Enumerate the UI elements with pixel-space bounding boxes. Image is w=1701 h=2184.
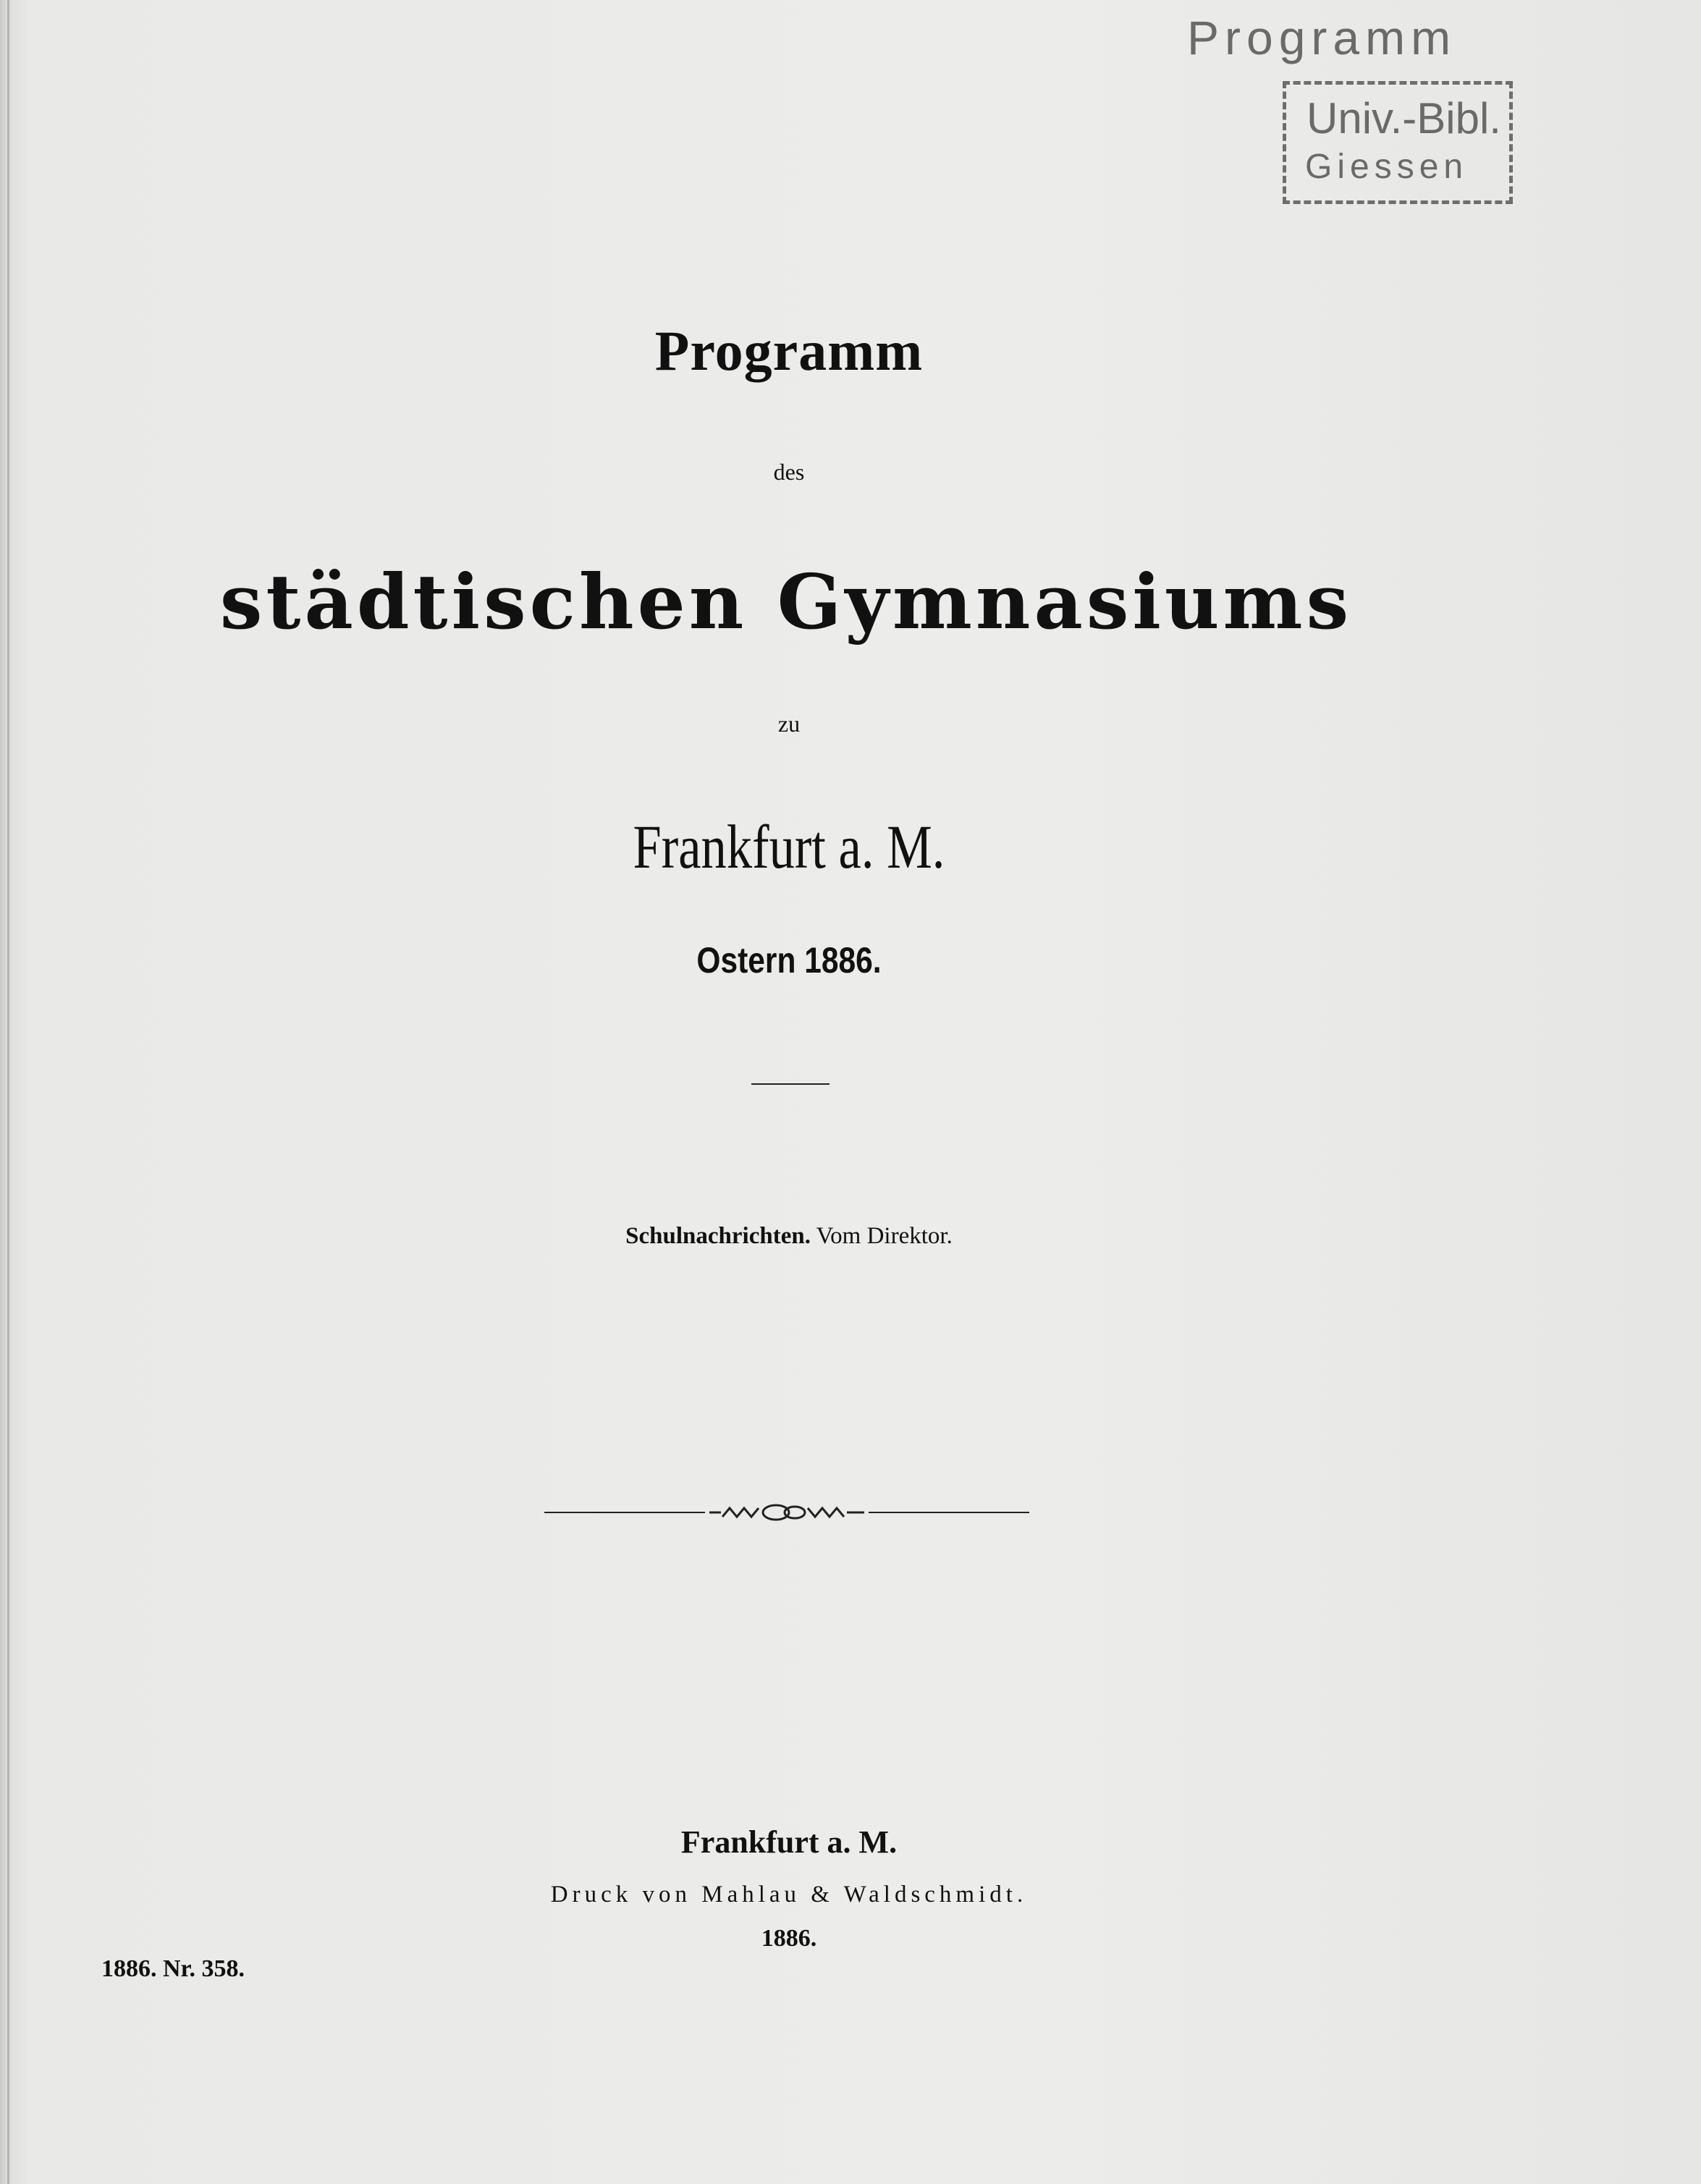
title-city: Frankfurt a. M. <box>633 812 945 881</box>
stamp-library: Univ.-Bibl. <box>1307 94 1501 143</box>
contents-item-rest: Vom Direktor. <box>816 1223 953 1249</box>
title-programm: Programm <box>654 319 924 382</box>
imprint-printer: Druck von Mahlau & Waldschmidt. <box>550 1882 1028 1908</box>
contents-item-bold: Schulnachrichten. <box>625 1223 811 1249</box>
catalog-number: 1886. Nr. 358. <box>101 1955 245 1982</box>
stamp-city: Giessen <box>1305 148 1469 186</box>
stamp-header: Programm <box>1187 11 1457 64</box>
imprint-year: 1886. <box>761 1925 817 1952</box>
ornament-divider <box>544 1498 1029 1527</box>
contents-line <box>0 1223 1578 1250</box>
library-stamp <box>1283 81 1513 204</box>
imprint-city: Frankfurt a. M. <box>680 1824 898 1860</box>
title-des: des <box>773 459 805 485</box>
short-divider <box>751 1083 830 1085</box>
title-zu: zu <box>777 711 801 737</box>
title-date: Ostern 1886. <box>696 940 882 981</box>
title-institution: städtischen Gymnasiums <box>219 557 1353 646</box>
